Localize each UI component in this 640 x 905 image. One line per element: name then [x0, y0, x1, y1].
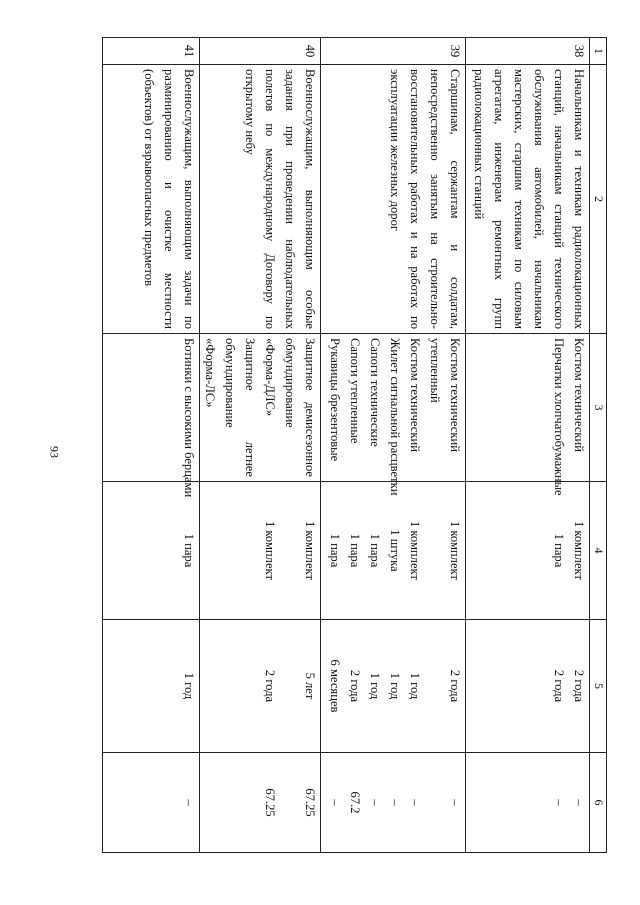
item-name: Перчатки хлопчатобумажные — [552, 338, 566, 496]
item-quantity: 1 комплект — [303, 520, 317, 581]
item-quantity: 1 комплект — [263, 520, 277, 581]
row-terms — [466, 620, 590, 753]
row-quantities — [103, 482, 200, 620]
item-norm: – — [448, 799, 462, 806]
header-col-2: 2 — [590, 65, 607, 334]
row-items — [103, 334, 200, 498]
description-text: Начальникам и техникам радиолокационных станций, начальникам станций технического обслуживания автомобилей, начальникам мастерских, старшим техникам по силовым агрегатам, инженерам ремонтных групп радиолокационных станций — [472, 69, 586, 329]
norms-table — [102, 37, 607, 853]
row-items — [321, 334, 466, 496]
item-quantity: 1 пара — [348, 533, 362, 568]
item-name: Костюм технический утепленный — [428, 338, 462, 452]
row-quantities — [466, 482, 590, 620]
header-col-1: 1 — [590, 38, 607, 65]
item-name: Рукавицы брезентовые — [328, 338, 342, 462]
table-header — [590, 38, 607, 853]
row-items — [200, 334, 321, 482]
item-name: Жилет сигнальной расцветки — [388, 338, 402, 496]
table-row — [103, 38, 200, 853]
item-term: 2 года — [263, 669, 277, 703]
item-norm: – — [368, 799, 382, 806]
row-number: 40 — [200, 38, 321, 65]
header-col-5: 5 — [590, 620, 607, 753]
row-items — [466, 334, 590, 496]
row-terms — [200, 620, 321, 753]
row-norms — [321, 753, 466, 853]
item-quantity: 1 пара — [182, 533, 196, 568]
item-term: 1 год — [388, 672, 402, 700]
description-text: Военнослужащим, выполняющим задачи по разминированию и очистке местности (объектов) от взрывоопасных предметов — [142, 69, 196, 329]
item-norm — [425, 757, 445, 848]
row-description — [321, 65, 466, 334]
row-norms — [200, 753, 321, 853]
row-number: 41 — [103, 38, 200, 65]
item-norm: 67.25 — [303, 788, 317, 817]
item-name: Защитное летнее обмундирование «Форма-ЛС» — [203, 338, 257, 477]
table-row — [466, 38, 590, 853]
row-terms — [321, 620, 466, 753]
description-text: Старшинам, сержантам и солдатам, непосредственно занятым на строительно-восстановительных работах и на работах по эксплуатации железных дорог — [388, 69, 462, 329]
table-row — [200, 38, 321, 853]
header-row — [590, 38, 607, 853]
item-term: 2 года — [552, 669, 566, 703]
item-term: 6 месяцев — [328, 659, 342, 713]
item-norm: 67.25 — [263, 788, 277, 817]
item-name: Костюм технический — [572, 338, 586, 452]
item-quantity — [425, 486, 445, 615]
page-number-text: 93 — [47, 446, 62, 458]
item-quantity: 1 пара — [328, 533, 342, 568]
row-number: 39 — [321, 38, 466, 65]
row-quantities — [200, 482, 321, 620]
item-norm: – — [552, 799, 566, 806]
item-term — [425, 624, 445, 748]
item-name: Защитное демисезонное обмундирование «Форма-ДЛС» — [263, 338, 317, 477]
item-quantity: 1 пара — [552, 533, 566, 568]
row-quantities — [321, 482, 466, 620]
row-norms — [103, 753, 200, 853]
table-row — [321, 38, 466, 853]
item-norm: – — [572, 799, 586, 806]
item-term — [280, 624, 300, 748]
row-number: 38 — [466, 38, 590, 65]
item-norm: – — [328, 799, 342, 806]
item-quantity: 1 комплект — [572, 520, 586, 581]
item-term: 2 года — [348, 669, 362, 703]
header-col-6: 6 — [590, 753, 607, 853]
item-term: 5 лет — [303, 672, 317, 700]
header-col-4: 4 — [590, 482, 607, 620]
row-norms — [466, 753, 590, 853]
row-description — [200, 65, 321, 334]
item-quantity: 1 комплект — [448, 520, 462, 581]
item-quantity — [280, 486, 300, 615]
description-text: Военнослужащим, выполняющим особые задания при проведении наблюдательных полетов по международному Договору по открытому небу — [243, 69, 317, 329]
table-body — [103, 38, 590, 853]
item-term: 2 года — [572, 669, 586, 703]
item-name: Сапоги технические — [368, 338, 382, 447]
item-norm: 67.2 — [348, 791, 362, 814]
item-norm: – — [182, 799, 196, 806]
item-name: Ботинки с высокими берцами — [182, 338, 196, 498]
item-name: Сапоги утепленные — [348, 338, 362, 444]
row-description — [103, 65, 200, 334]
item-term: 1 год — [182, 672, 196, 700]
item-quantity: 1 штука — [388, 529, 402, 572]
item-norm: – — [388, 799, 402, 806]
row-terms — [103, 620, 200, 753]
item-norm: – — [408, 799, 422, 806]
row-description — [466, 65, 590, 334]
item-norm — [280, 757, 300, 848]
header-col-3: 3 — [590, 334, 607, 482]
item-term: 1 год — [368, 672, 382, 700]
item-quantity: 1 комплект — [408, 520, 422, 581]
item-term: 1 год — [408, 672, 422, 700]
item-term: 2 года — [448, 669, 462, 703]
item-name: Костюм технический — [408, 338, 422, 452]
item-quantity: 1 пара — [368, 533, 382, 568]
